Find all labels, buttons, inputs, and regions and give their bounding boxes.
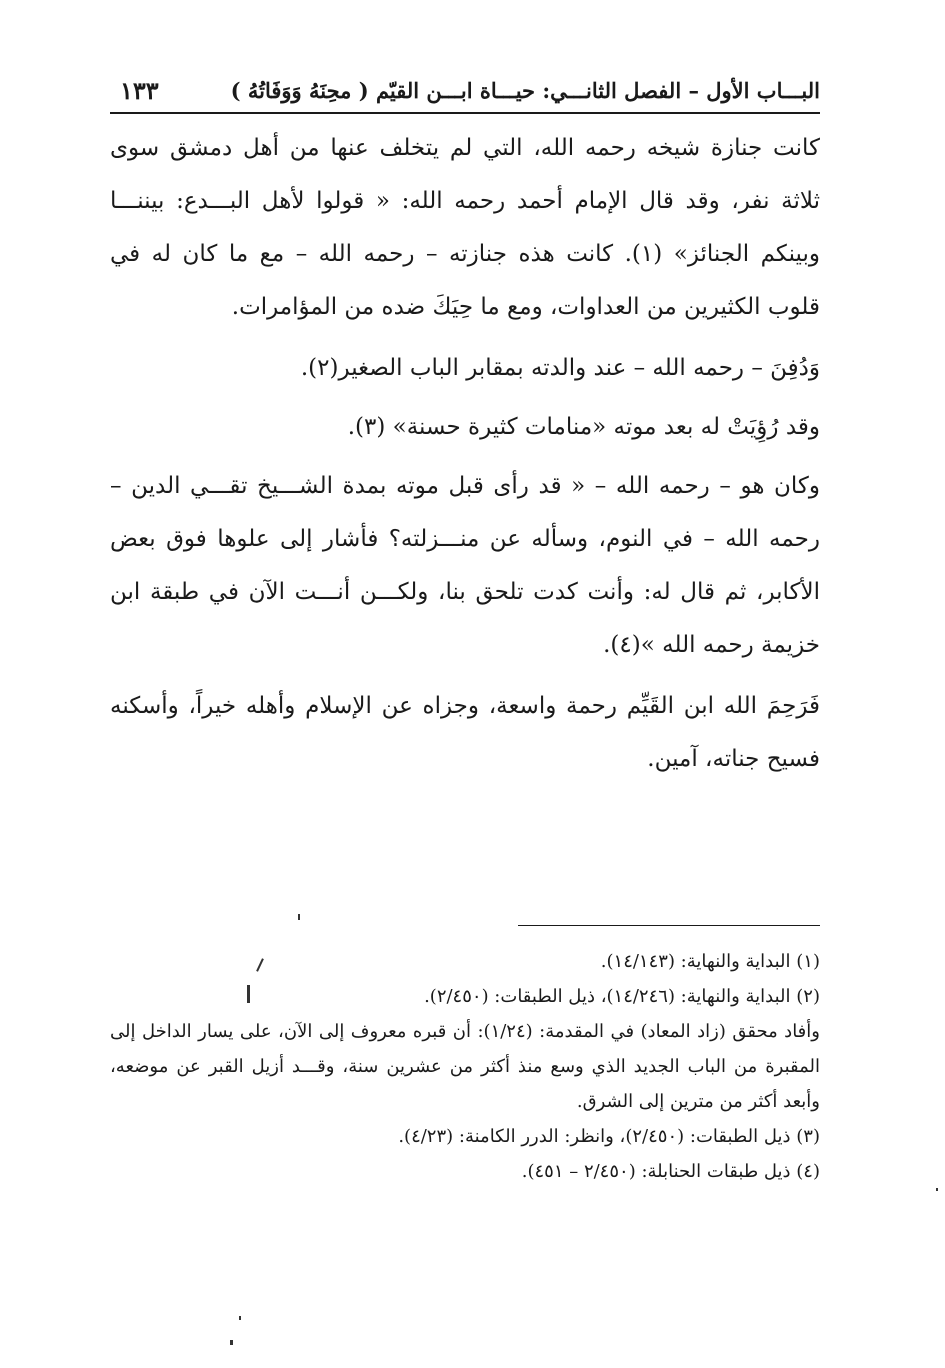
scan-speck [230, 1340, 233, 1345]
footnote-4: (٤) ذيل طبقات الحنابلة: (٢/٤٥٠ – ٤٥١). [521, 1161, 820, 1182]
paragraph-vision: وكان هو – رحمه الله – « قد رأى قبل موته بمدة الشـــيخ تقـــي الدين – رحمه الله – في النوم، وسأله عن منـــزلته؟ فأشار إلى علوها فوق بعض الأكابر، ثم قال له: وأنت كدت تلحق بنا، ولكـــن أنـــت الآن في طبقة ابن خزيمة رحمه الله »(٤). [110, 473, 820, 658]
footnote-2-continuation: وأفاد محقق (زاد المعاد) في المقدمة: (١/٢٤): أن قبره معروف إلى الآن، على يسار الداخل إلى المقبرة من الباب الجديد الذي وسع منذ أكثر من عشرين سنة، وقـــد أزيل القبر عن موضعه، وأبعد أكثر من مترين إلى الشرق. [110, 1021, 820, 1112]
running-header [110, 74, 820, 114]
paragraph-funeral: كانت جنازة شيخه رحمه الله، التي لم يتخلف عنها من أهل دمشق سوى ثلاثة نفر، وقد قال الإمام أحمد رحمه الله: « قولوا لأهل البـــدع: بيننـــا وبينكم الجنائز» (١). كانت هذه جنازته – رحمه الله – مع ما كان له في قلوب الكثيرين من العداوات، ومع ما حِيَكَ ضده من المؤامرات. [110, 135, 820, 320]
paragraph-prayer: فَرَحِمَ الله ابن القَيِّم رحمة واسعة، وجزاه عن الإسلام وأهله خيراً، وأسكنه فسيح جناته، آمين. [110, 693, 820, 772]
scan-speck [247, 985, 250, 1003]
paragraph-burial: وَدُفِنَ – رحمه الله – عند والدته بمقابر الباب الصغير(٢). [300, 355, 820, 381]
scan-speck [298, 914, 300, 920]
footnotes [110, 944, 820, 1189]
chapter-title: البـــاب الأول – الفصل الثانـــي: حيـــاة ابـــن القيّم ( محِنَهُ وَوَفَاتُهُ ) [230, 78, 820, 103]
page-number: ١٣٣ [120, 76, 159, 105]
main-text [110, 122, 820, 794]
footnote-separator [518, 925, 820, 926]
footnote-2: (٢) البداية والنهاية: (١٤/٢٤٦)، ذيل الطبقات: (٢/٤٥٠). [424, 986, 820, 1007]
footnote-3: (٣) ذيل الطبقات: (٢/٤٥٠)، وانظر: الدرر الكامنة: (٤/٢٣). [398, 1126, 820, 1147]
scan-speck [936, 1188, 938, 1191]
scan-speck [239, 1316, 241, 1320]
paragraph-dreams: وقد رُؤِيَتْ له بعد موته «منامات كثيرة حسنة» (٣). [347, 414, 820, 440]
footnote-1: (١) البداية والنهاية: (١٤/١٤٣). [600, 951, 820, 972]
